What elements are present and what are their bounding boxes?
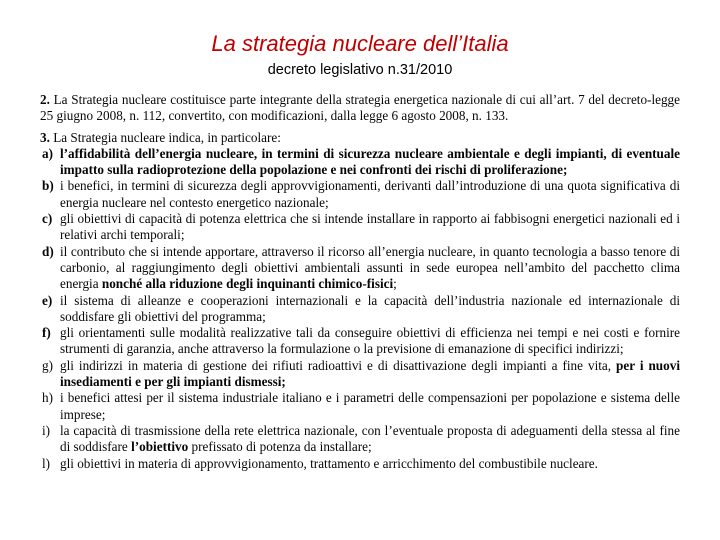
list-item-text-end: ; — [393, 276, 397, 292]
list-item-text: gli obiettivi in materia di approvvigionamento, trattamento e arricchimento del combustibile nucleare. — [60, 455, 598, 471]
list-item-bold-text: l’affidabilità dell’energia nucleare, in termini di sicurezza nucleare ambientale e degli impianti, di eventuale impatto sulla radioprotezione della popolazione e nei confronti dei rischi di proliferazione; — [60, 145, 680, 178]
list-item-label: g) — [42, 357, 53, 373]
list-item-text: il sistema di alleanze e cooperazioni internazionali e la capacità dell’industria nazionale ed internazionale di soddisfare gli obiettivi del programma; — [60, 292, 680, 324]
list-item-text-end: prefissato di potenza da installare; — [188, 439, 372, 455]
list-item-label: e) — [42, 292, 53, 308]
list-item-text: i benefici attesi per il sistema industriale italiano e i parametri delle compensazioni per popolazione e sistema delle imprese; — [60, 390, 680, 422]
slide-title: La strategia nucleare dell’Italia — [211, 31, 509, 56]
list-item-label: c) — [42, 211, 53, 227]
list-item-text: la capacità di trasmissione della rete elettrica nazionale, con l’eventuale proposta di adeguamenti della stessa al fine di soddisfare — [60, 422, 680, 455]
list-item-label: h) — [42, 390, 53, 406]
list-item-label: l) — [42, 455, 51, 471]
list-item-label: d) — [42, 243, 54, 259]
list-item-bold-text: l’obiettivo — [131, 439, 189, 455]
paragraph-2-text: La Strategia nucleare costituisce parte integrante della strategia energetica nazionale di cui all’art. 7 del decreto-legge 25 giugno 2008, n. 112, convertito, con modificazioni, dalla legge 6 agosto 2008, n. 133. — [40, 92, 680, 124]
slide-subtitle: decreto legislativo n.31/2010 — [267, 62, 453, 78]
list-item-text: gli orientamenti sulle modalità realizzative tali da conseguire obiettivi di efficienza nei tempi e nei costi e fornire strumenti di garanzia, anche attraverso la formulazione o la previsione di emanazione di specifici indirizzi; — [60, 325, 680, 357]
list-item-text: gli indirizzi in materia di gestione dei rifiuti radioattivi e di disattivazione degli impianti a fine vita, — [60, 357, 617, 373]
list-item-label: f) — [42, 325, 51, 341]
paragraph-3 — [40, 130, 680, 146]
list-item-l — [40, 456, 680, 472]
paragraph-2 — [40, 92, 680, 125]
paragraph-3-number: 3. — [40, 129, 50, 145]
list-item-label: a) — [42, 145, 53, 161]
list-item-d — [40, 244, 680, 293]
list-item-label: b) — [42, 178, 54, 194]
list-item-i — [40, 423, 680, 456]
list-item-text: gli obiettivi di capacità di potenza elettrica che si intende installare in rapporto ai fabbisogni energetici nazionali ed i relativi archi temporali; — [60, 211, 680, 243]
list-item-b — [40, 178, 680, 211]
list-item-label: i) — [42, 422, 51, 438]
paragraph-3-text: La Strategia nucleare indica, in particolare: — [53, 129, 281, 145]
list-item-h — [40, 390, 680, 423]
list-item-g — [40, 358, 680, 391]
list-item-bold-text: per i nuovi insediamenti e per gli impianti dismessi; — [60, 357, 680, 390]
scanned-document — [40, 92, 680, 538]
list-item-e — [40, 293, 680, 326]
list-item-text: i benefici, in termini di sicurezza degli approvvigionamenti, derivanti dall’introduzione di una quota significativa di energia nucleare nel contesto energetico nazionale; — [60, 178, 680, 210]
list-item-text: il contributo che si intende apportare, attraverso il ricorso all’energia nucleare, in quanto tecnologia a basso tenore di carbonio, al raggiungimento degli obiettivi ambientali assunti in sede europea nell’ambito del pacchetto clima energia — [60, 243, 680, 292]
list-item-f — [40, 325, 680, 358]
list-item-bold-text: nonché alla riduzione degli inquinanti chimico-fisici — [101, 276, 394, 292]
paragraph-2-number: 2. — [40, 92, 50, 107]
list-item-a — [40, 146, 680, 179]
list-item-c — [40, 211, 680, 244]
